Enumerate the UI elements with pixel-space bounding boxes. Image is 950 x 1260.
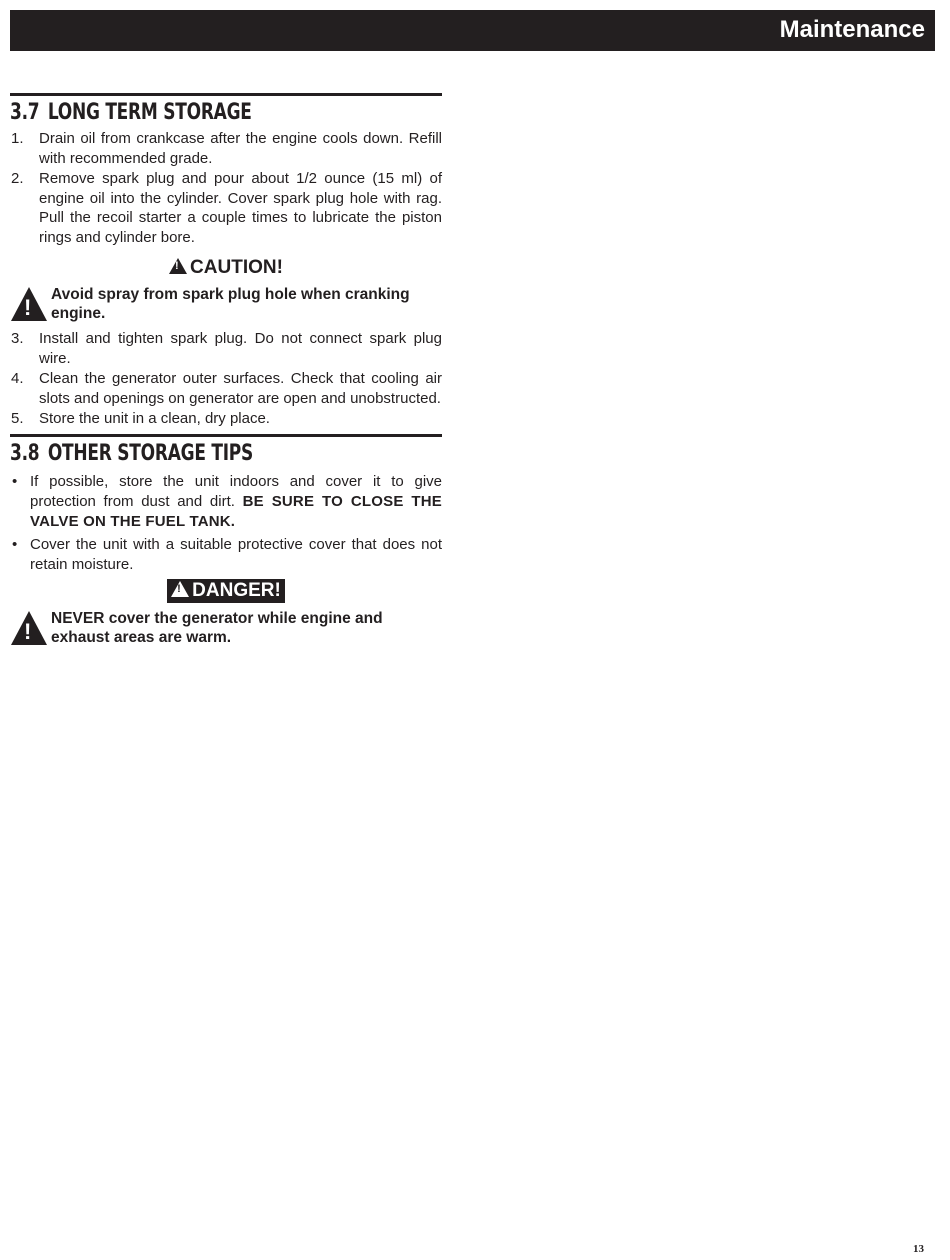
caution-message <box>10 285 442 323</box>
warning-triangle-icon <box>171 581 189 597</box>
caution-heading <box>10 257 442 279</box>
bullet-dot: • <box>12 535 18 553</box>
step-number: 5. <box>11 410 24 427</box>
step-text: Store the unit in a clean, dry place. <box>39 410 270 427</box>
step-item <box>10 369 442 408</box>
warning-triangle-icon <box>11 611 47 645</box>
step-number: 1. <box>11 130 24 147</box>
step-number: 4. <box>11 370 24 387</box>
section-3-8 <box>10 434 442 647</box>
section-rule <box>10 434 442 437</box>
danger-label: DANGER! <box>192 579 281 601</box>
bullet-dot: • <box>12 472 18 490</box>
step-text: Remove spark plug and pour about 1/2 ounce (15 ml) of engine oil into the cylinder. Cover spark plug hole with rag. Pull the recoil starter a couple times to lubricate the piston rings and cylinder bore. <box>39 170 442 246</box>
section-number: 3.8 <box>10 440 40 466</box>
page-header-title: Maintenance <box>779 16 925 43</box>
section-3-7 <box>10 93 442 429</box>
bullet-emphasis-end: . <box>230 512 236 530</box>
step-number: 2. <box>11 170 24 187</box>
bullet-item <box>10 535 442 575</box>
step-item <box>10 329 442 368</box>
danger-text: NEVER cover the generator while engine and exhaust areas are warm. <box>51 609 383 646</box>
step-text: Install and tighten spark plug. Do not connect spark plug wire. <box>39 330 442 367</box>
step-item <box>10 129 442 168</box>
step-item <box>10 409 442 429</box>
warning-triangle-icon <box>11 287 47 321</box>
step-text: Clean the generator outer surfaces. Check that cooling air slots and openings on generator are open and unobstructed. <box>39 370 442 407</box>
bullet-emphasis: BE SURE TO CLOSE THE VALVE ON THE FUEL TANK <box>30 492 442 530</box>
section-title <box>10 441 382 467</box>
section-title <box>10 100 382 126</box>
section-number: 3.7 <box>10 100 40 125</box>
warning-triangle-icon <box>169 258 187 274</box>
section-heading: LONG TERM STORAGE <box>47 100 252 125</box>
step-item <box>10 169 442 247</box>
step-number: 3. <box>11 330 24 347</box>
danger-message <box>10 609 442 647</box>
bullet-text: Cover the unit with a suitable protective cover that does not retain moisture. <box>30 535 442 573</box>
section-rule <box>10 93 442 96</box>
page-number: 13 <box>913 1243 924 1255</box>
danger-heading <box>10 579 442 603</box>
caution-text: Avoid spray from spark plug hole when cranking engine. <box>51 286 410 322</box>
bullet-text: If possible, store the unit indoors and cover it to give protection from dust and dirt. <box>30 472 442 510</box>
section-heading: OTHER STORAGE TIPS <box>47 440 254 466</box>
main-column <box>10 93 442 653</box>
bullet-item <box>10 472 442 532</box>
step-text: Drain oil from crankcase after the engine cools down. Refill with recommended grade. <box>39 130 442 167</box>
danger-label-box <box>167 579 285 603</box>
header-bar <box>10 10 935 51</box>
caution-label: CAUTION! <box>190 257 283 278</box>
